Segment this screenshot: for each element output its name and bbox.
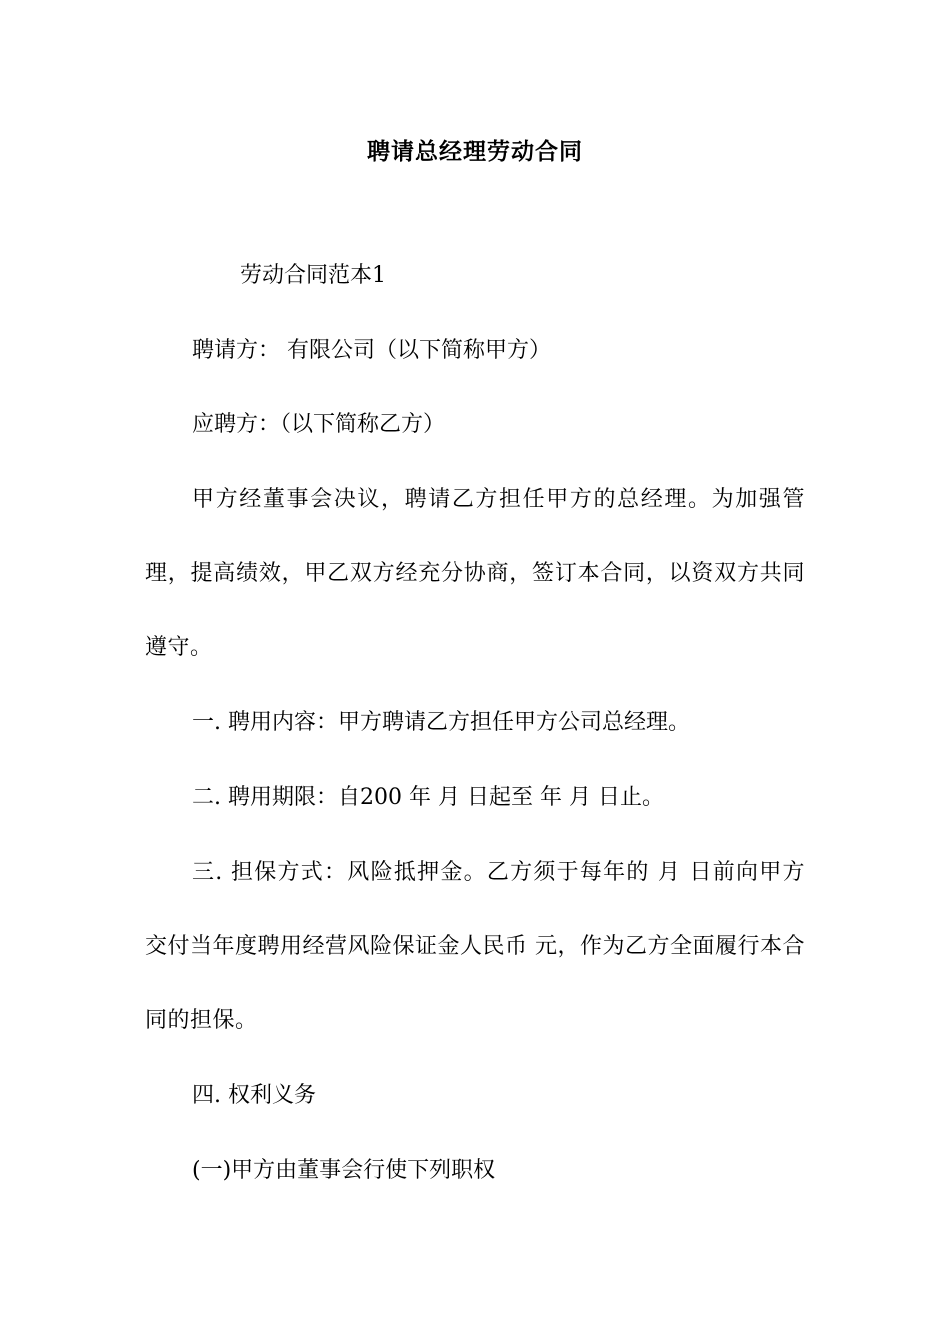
clause-employer-powers: (一)甲方由董事会行使下列职权 — [192, 1158, 496, 1183]
employee-line: 应聘方：（以下简称乙方） — [192, 412, 446, 437]
clause-employment-content: 一. 聘用内容：甲方聘请乙方担任甲方公司总经理。 — [192, 710, 690, 735]
clause-rights-obligations: 四. 权利义务 — [192, 1083, 316, 1108]
contract-template-label: 劳动合同范本1 — [240, 263, 386, 288]
document-title: 聘请总经理劳动合同 — [367, 139, 583, 165]
employer-line: 聘请方： 有限公司（以下简称甲方） — [192, 338, 551, 363]
clause-guarantee: 三. 担保方式：风险抵押金。乙方须于每年的 月 日前向甲方交付当年度聘用经营风险保证金人民币 元，作为乙方全面履行本合同的担保。 — [145, 860, 805, 1033]
clause-employment-term: 二. 聘用期限：自200 年 月 日起至 年 月 日止。 — [192, 785, 664, 810]
intro-paragraph: 甲方经董事会决议，聘请乙方担任甲方的总经理。为加强管理，提高绩效，甲乙双方经充分协商，签订本合同，以资双方共同遵守。 — [145, 487, 805, 660]
